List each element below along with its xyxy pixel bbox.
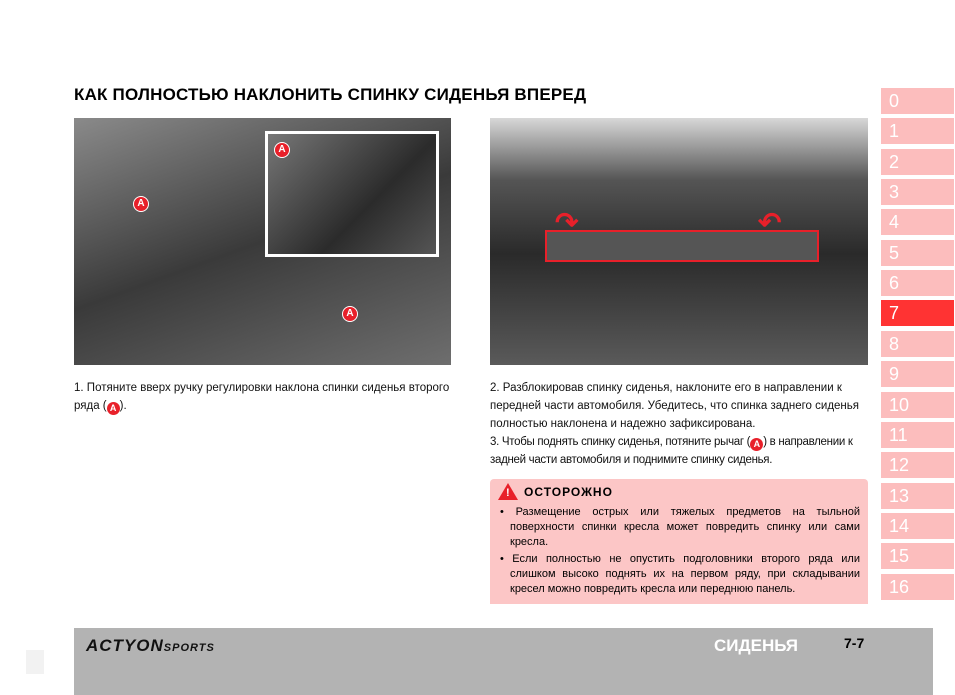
- chapter-tab-11[interactable]: 11: [881, 422, 954, 448]
- chapter-tab-0[interactable]: 0: [881, 88, 954, 114]
- caution-item: • Если полностью не опустить подголовники второго ряда или слишком высоко поднять их на первом ряду, при складывании кресел можно повредить кресла или переднюю панель.: [500, 553, 860, 595]
- warning-icon: !: [498, 483, 518, 500]
- marker-a: A: [750, 438, 763, 451]
- page-title: КАК ПОЛНОСТЬЮ НАКЛОНИТЬ СПИНКУ СИДЕНЬЯ ВПЕРЕД: [74, 85, 587, 104]
- step-number: 3.: [490, 436, 499, 448]
- section-name: СИДЕНЬЯ: [714, 636, 799, 655]
- logo-text: ACTYON: [86, 636, 164, 655]
- marker-a: A: [274, 142, 290, 158]
- step-text: Разблокировав спинку сиденья, наклоните его в направлении к передней части автомобиля. Убедитесь, что спинка заднего сиденья полностью наклонена и надежно зафиксирована.: [490, 382, 859, 430]
- step-text: ).: [119, 400, 127, 412]
- marker-a: A: [107, 402, 120, 415]
- step-text: ) в направлении к задней части автомобиля и поднимите спинку сиденья.: [490, 436, 853, 466]
- chapter-tab-12[interactable]: 12: [881, 452, 954, 478]
- step-number: 2.: [490, 382, 500, 394]
- chapter-tab-8[interactable]: 8: [881, 331, 954, 357]
- chapter-tab-16[interactable]: 16: [881, 574, 954, 600]
- actyon-sports-logo: [86, 636, 215, 656]
- chapter-tab-5[interactable]: 5: [881, 240, 954, 266]
- chapter-tab-7[interactable]: 7: [881, 300, 954, 326]
- step-number: 1.: [74, 382, 84, 394]
- page-edge-mark: [26, 650, 44, 674]
- logo-sub: SPORTS: [163, 642, 215, 654]
- chapter-tab-15[interactable]: 15: [881, 543, 954, 569]
- caution-item: • Размещение острых или тяжелых предметов на тыльной поверхности спинки кресла может повредить спинку или сами кресла.: [500, 506, 860, 548]
- page-number: 7-7: [844, 635, 865, 651]
- fold-arrow-icon: ↶: [758, 207, 782, 238]
- chapter-tab-9[interactable]: 9: [881, 361, 954, 387]
- fold-arrow-icon: ↷: [555, 207, 579, 238]
- chapter-tab-4[interactable]: 4: [881, 209, 954, 235]
- handle-closeup-inset: [265, 131, 439, 257]
- step-3: [490, 433, 870, 469]
- marker-a: A: [133, 196, 149, 212]
- seat-recline-handle-photo: [74, 118, 451, 365]
- chapter-tab-14[interactable]: 14: [881, 513, 954, 539]
- folded-seats-cargo-photo: [490, 118, 868, 365]
- chapter-tab-3[interactable]: 3: [881, 179, 954, 205]
- marker-a: A: [342, 306, 358, 322]
- footer-bar: [74, 628, 933, 695]
- chapter-tab-2[interactable]: 2: [881, 149, 954, 175]
- step-1: [74, 379, 459, 415]
- step-2: [490, 379, 870, 433]
- step-text: Чтобы поднять спинку сиденья, потяните рычаг (: [501, 436, 751, 448]
- chapter-tab-13[interactable]: 13: [881, 483, 954, 509]
- chapter-tab-1[interactable]: 1: [881, 118, 954, 144]
- caution-box: [490, 479, 868, 604]
- chapter-tab-10[interactable]: 10: [881, 392, 954, 418]
- caution-title: ОСТОРОЖНО: [524, 485, 613, 499]
- chapter-tab-6[interactable]: 6: [881, 270, 954, 296]
- step-text: Потяните вверх ручку регулировки наклона спинки сиденья второго ряда (: [74, 382, 450, 412]
